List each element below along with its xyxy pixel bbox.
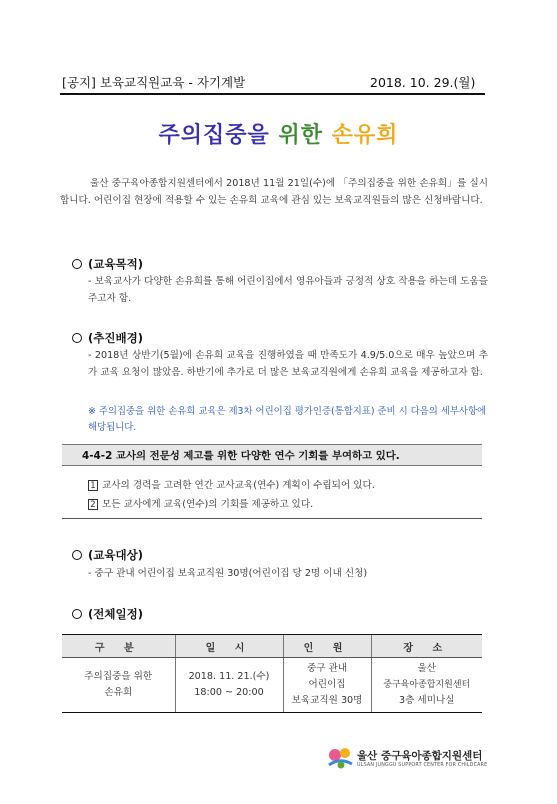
center-logo-icon [326,745,354,771]
section-heading-background: (추진배경) [72,330,143,346]
title-part-1: 주의집중을 [158,123,270,148]
column-header: 인 원 [283,635,371,658]
column-header: 구 분 [62,635,175,658]
circle-bullet-icon [72,259,82,269]
table-header-row [62,635,482,658]
notice-category: [공지] 보육교직원교육 - 자기계발 [62,75,246,90]
title-part-3: 손유희 [331,123,399,148]
accreditation-standard: 4-4-2 교사의 전문성 제고를 위한 다양한 연수 기회를 부여하고 있다. [62,444,482,466]
center-name: 울산 중구육아종합지원센터 [357,750,483,762]
cell-datetime: 2018. 11. 21.(수) 18:00 ~ 20:00 [175,658,283,713]
purpose-text: - 보육교사가 다양한 손유희를 통해 어린이집에서 영유아들과 긍정적 상호 작용을 하는데 도움을 주고자 함. [88,276,488,304]
table-row [62,658,482,713]
circle-bullet-icon [72,609,82,619]
section-heading-target: (교육대상) [72,547,143,563]
cell-category: 주의집중을 위한 손유희 [62,658,175,713]
notice-date: 2018. 10. 29.(월) [370,75,476,90]
circle-bullet-icon [72,333,82,343]
number-box: 1 [88,480,98,491]
target-text: - 중구 관내 어린이집 보육교직원 30명(어린이집 당 2명 이내 신청) [88,568,368,579]
standard-item-2: 2 모든 교사에게 교육(연수)의 기회를 제공하고 있다. [88,496,313,510]
center-name-en: ULSAN JUNGGU SUPPORT CENTER FOR CHILDCARE [357,763,488,768]
schedule-table [62,634,482,713]
intro-paragraph: 울산 중구육아종합지원센터에서 2018년 11월 21일(수)에 「주의집중을 위한 손유희」를 실시합니다. 어린이집 현장에 적용할 수 있는 손유희 교육에 관심 있는 보육교직원들의 많은 신청바랍니다. [60,178,488,206]
column-header: 일 시 [175,635,283,658]
accreditation-note: ※ 주의집중을 위한 손유희 교육은 제3차 어린이집 평가인증(통합지표) 준비 시 다음의 세부사항에 해당됩니다. [88,406,487,433]
standard-divider [62,518,482,519]
cell-people: 중구 관내 어린이집 보육교직원 30명 [283,658,371,713]
section-heading-purpose: (교육목적) [72,256,143,272]
standard-item-1: 1 교사의 경력을 고려한 연간 교사교육(연수) 계획이 수립되어 있다. [88,477,375,491]
section-heading-schedule: (전체일정) [72,606,143,622]
circle-bullet-icon [72,550,82,560]
page-title [0,118,557,149]
cell-place: 울산 중구육아종합지원센터 3층 세미나실 [371,658,482,713]
column-header: 장 소 [371,635,482,658]
title-part-2: 위한 [278,123,323,148]
number-box: 2 [88,499,98,510]
header-divider [60,93,485,95]
background-text: - 2018년 상반기(5월)에 손유희 교육을 진행하였을 때 만족도가 4.9/5.0으로 매우 높았으며 추가 교육 요청이 많았음. 하반기에 추가로 더 많은 보육교직원에게 손유희 교육을 제공하고자 함. [88,350,488,378]
